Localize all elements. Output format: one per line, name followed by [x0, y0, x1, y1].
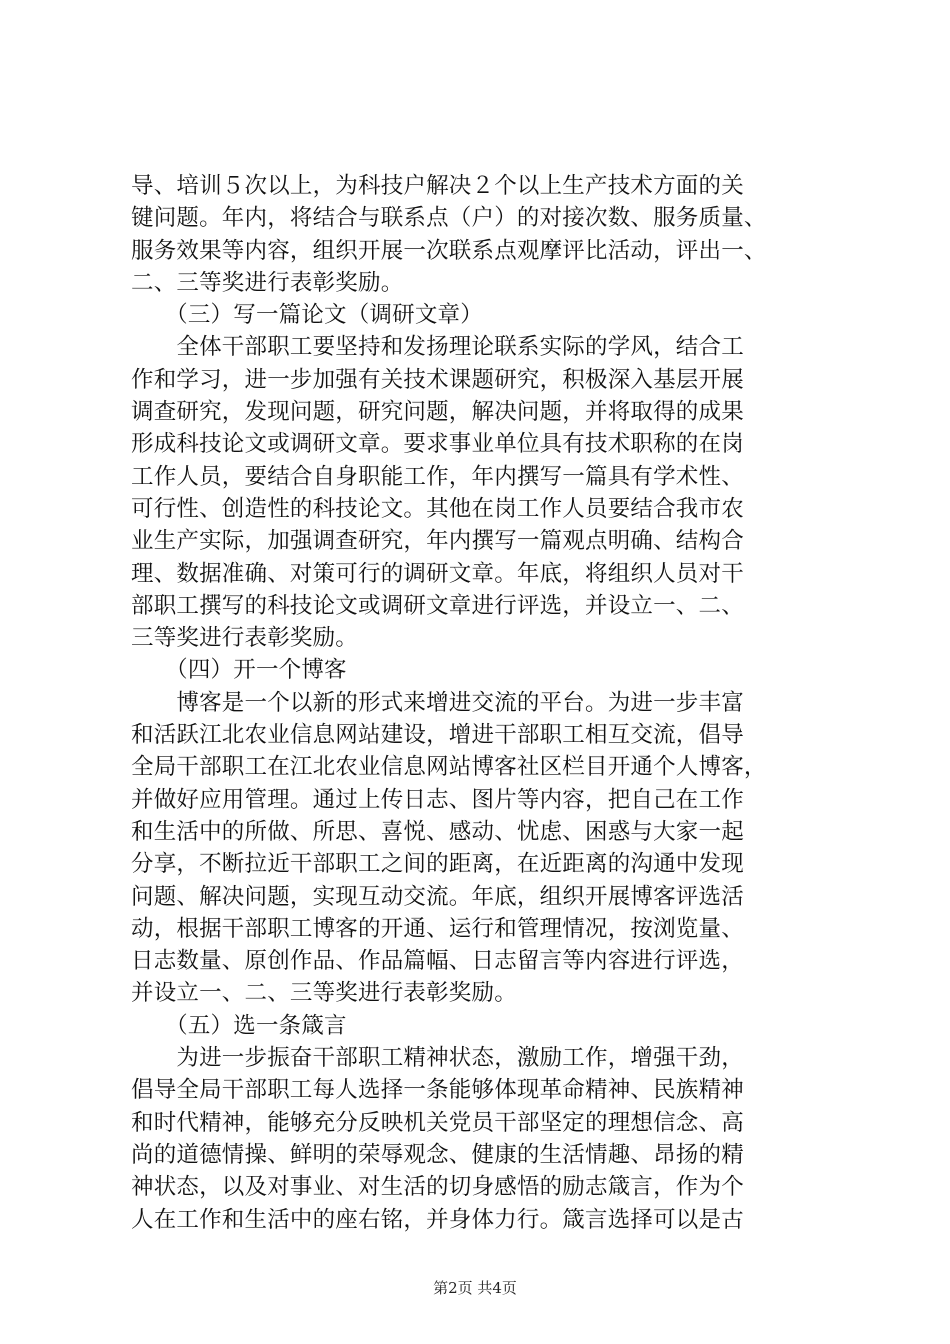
text-line: 问题、解决问题，实现互动交流。年底，组织开展博客评选活: [131, 883, 744, 910]
text-line: 服务效果等内容，组织开展一次联系点观摩评比活动，评出一、: [131, 237, 767, 264]
body-text: [131, 170, 831, 1236]
text-line: 并设立一、二、三等奖进行表彰奖励。: [131, 980, 517, 1007]
text-line: 键问题。年内，将结合与联系点（户）的对接次数、服务质量、: [131, 205, 767, 232]
text-line: 人在工作和生活中的座右铭，并身体力行。箴言选择可以是古: [131, 1206, 744, 1233]
text-line: 动，根据干部职工博客的开通、运行和管理情况，按浏览量、: [131, 915, 744, 942]
text-line: （五）选一条箴言: [131, 1012, 347, 1039]
text-line: 可行性、创造性的科技论文。其他在岗工作人员要结合我市农: [131, 495, 744, 522]
text-line: 为进一步振奋干部职工精神状态，激励工作，增强干劲，: [131, 1045, 744, 1072]
text-line: 导、培训５次以上，为科技户解决２个以上生产技术方面的关: [131, 173, 744, 199]
text-line: （三）写一篇论文（调研文章）: [131, 302, 483, 329]
text-line: 形成科技论文或调研文章。要求事业单位具有技术职称的在岗: [131, 431, 744, 458]
text-line: 神状态，以及对事业、对生活的切身感悟的励志箴言，作为个: [131, 1174, 744, 1201]
page-footer: 第2页 共4页: [433, 1279, 517, 1297]
text-line: 理、数据准确、对策可行的调研文章。年底，将组织人员对干: [131, 560, 744, 587]
text-line: 作和学习，进一步加强有关技术课题研究，积极深入基层开展: [131, 366, 744, 393]
text-line: 博客是一个以新的形式来增进交流的平台。为进一步丰富: [131, 689, 744, 716]
text-line: 调查研究，发现问题，研究问题，解决问题，并将取得的成果: [131, 399, 744, 426]
text-line: 分享，不断拉近干部职工之间的距离，在近距离的沟通中发现: [131, 851, 744, 878]
text-line: 三等奖进行表彰奖励。: [131, 625, 359, 652]
text-line: 工作人员，要结合自身职能工作，年内撰写一篇具有学术性、: [131, 463, 744, 490]
text-line: 并做好应用管理。通过上传日志、图片等内容，把自己在工作: [131, 786, 744, 813]
text-line: （四）开一个博客: [131, 657, 347, 684]
text-line: 二、三等奖进行表彰奖励。: [131, 269, 404, 296]
text-line: 倡导全局干部职工每人选择一条能够体现革命精神、民族精神: [131, 1077, 744, 1104]
text-line: 全局干部职工在江北农业信息网站博客社区栏目开通个人博客，: [131, 754, 767, 781]
text-line: 全体干部职工要坚持和发扬理论联系实际的学风，结合工: [131, 334, 744, 361]
text-line: 部职工撰写的科技论文或调研文章进行评选，并设立一、二、: [131, 592, 744, 619]
text-line: 日志数量、原创作品、作品篇幅、日志留言等内容进行评选，: [131, 948, 744, 975]
text-line: 业生产实际，加强调查研究，年内撰写一篇观点明确、结构合: [131, 528, 744, 555]
text-line: 和时代精神，能够充分反映机关党员干部坚定的理想信念、高: [131, 1109, 744, 1136]
text-line: 和活跃江北农业信息网站建设，增进干部职工相互交流，倡导: [131, 722, 744, 749]
text-line: 和生活中的所做、所思、喜悦、感动、忧虑、困惑与大家一起: [131, 818, 744, 845]
text-line: 尚的道德情操、鲜明的荣辱观念、健康的生活情趣、昂扬的精: [131, 1141, 744, 1168]
